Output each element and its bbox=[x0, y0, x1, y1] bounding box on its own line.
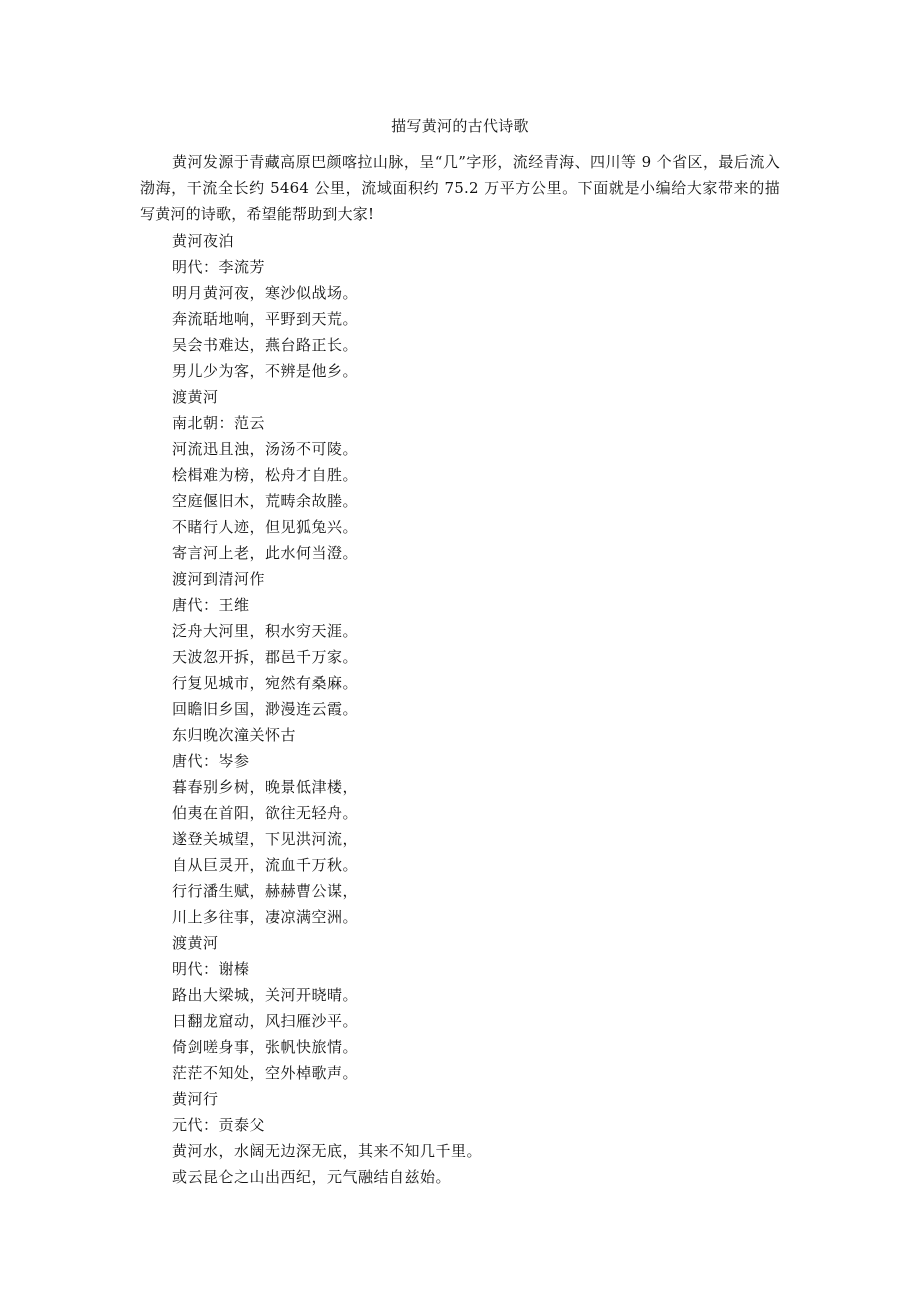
poem-line: 路出大梁城，关河开晓晴。 bbox=[172, 986, 359, 1004]
poem-line: 南北朝：范云 bbox=[172, 414, 266, 432]
poem-line: 茫茫不知处，空外棹歌声。 bbox=[172, 1064, 359, 1082]
poem-line: 日翻龙窟动，风扫雁沙平。 bbox=[172, 1012, 359, 1030]
document-title: 描写黄河的古代诗歌 bbox=[391, 117, 529, 135]
poem-line: 川上多往事，凄凉满空洲。 bbox=[172, 908, 359, 926]
poem-line: 渡黄河 bbox=[172, 388, 219, 406]
poem-list bbox=[172, 228, 772, 1190]
poem-line: 不睹行人迹，但见狐兔兴。 bbox=[172, 518, 359, 536]
poem-line: 自从巨灵开，流血千万秋。 bbox=[172, 856, 359, 874]
poem-line: 明代：谢榛 bbox=[172, 960, 250, 978]
poem-line: 吴会书难达，燕台路正长。 bbox=[172, 336, 359, 354]
poem-line: 伯夷在首阳，欲往无轻舟。 bbox=[172, 804, 359, 822]
poem-line: 渡河到清河作 bbox=[172, 570, 266, 588]
poem-line: 行复见城市，宛然有桑麻。 bbox=[172, 674, 359, 692]
poem-line: 寄言河上老，此水何当澄。 bbox=[172, 544, 359, 562]
poem-line: 桧楫难为榜，松舟才自胜。 bbox=[172, 466, 359, 484]
poem-line: 暮春别乡树，晚景低津楼， bbox=[172, 778, 359, 796]
poem-line: 遂登关城望，下见洪河流， bbox=[172, 830, 359, 848]
poem-line: 元代：贡泰父 bbox=[172, 1116, 266, 1134]
poem-line: 东归晚次潼关怀古 bbox=[172, 726, 297, 744]
poem-line: 男儿少为客，不辨是他乡。 bbox=[172, 362, 359, 380]
poem-line: 明月黄河夜，寒沙似战场。 bbox=[172, 284, 359, 302]
poem-line: 唐代：岑参 bbox=[172, 752, 250, 770]
poem-line: 空庭偃旧木，荒畴余故塍。 bbox=[172, 492, 359, 510]
poem-line: 倚剑嗟身事，张帆快旅情。 bbox=[172, 1038, 359, 1056]
poem-line: 回瞻旧乡国，渺漫连云霞。 bbox=[172, 700, 359, 718]
poem-line: 明代：李流芳 bbox=[172, 258, 266, 276]
poem-line: 行行潘生赋，赫赫曹公谋， bbox=[172, 882, 359, 900]
poem-line: 或云昆仑之山出西纪，元气融结自兹始。 bbox=[172, 1168, 452, 1186]
poem-line: 唐代：王维 bbox=[172, 596, 250, 614]
poem-line: 黄河水，水阔无边深无底，其来不知几千里。 bbox=[172, 1142, 483, 1160]
poem-line: 黄河行 bbox=[172, 1090, 219, 1108]
poem-line: 河流迅且浊，汤汤不可陵。 bbox=[172, 440, 359, 458]
poem-line: 天波忽开拆，郡邑千万家。 bbox=[172, 648, 359, 666]
poem-line: 渡黄河 bbox=[172, 934, 219, 952]
poem-line: 黄河夜泊 bbox=[172, 232, 235, 250]
intro-paragraph: 黄河发源于青藏高原巴颜喀拉山脉，呈“几”字形，流经青海、四川等 9 个省区，最后流入渤海，干流全长约 5464 公里，流域面积约 75.2 万平方公里。下面就是小编给大家带来的描写黄河的诗歌，希望能帮助到大家! bbox=[140, 153, 780, 223]
poem-line: 泛舟大河里，积水穷天涯。 bbox=[172, 622, 359, 640]
poem-line: 奔流聒地响，平野到天荒。 bbox=[172, 310, 359, 328]
